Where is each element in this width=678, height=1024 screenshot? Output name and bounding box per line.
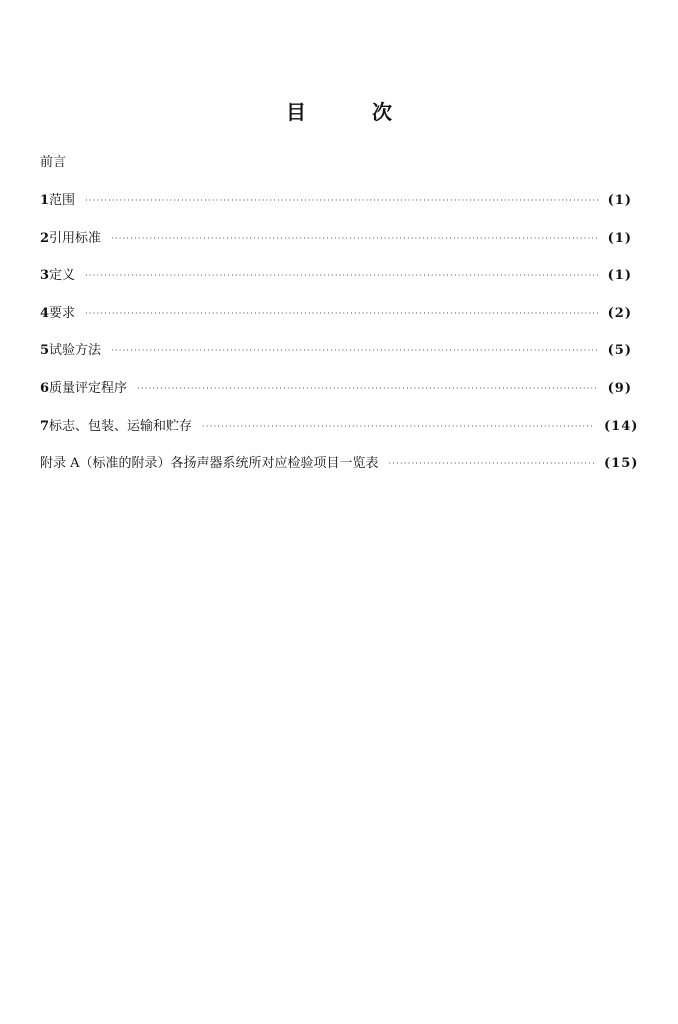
toc-entry-label: 引用标准 [49,230,102,246]
toc-entry-number: 6 [40,380,50,396]
table-of-contents [40,154,639,493]
toc-entry-7[interactable] [40,418,639,456]
toc-entry-label: 范围 [49,193,76,208]
toc-entry-page: (1) [607,193,632,208]
dot-leader [85,305,598,323]
toc-entry-label: 要求 [49,305,76,321]
dot-leader [202,418,594,436]
toc-entry-3[interactable] [40,267,632,305]
toc-entry-label: 质量评定程序 [49,380,128,396]
toc-preface[interactable] [40,154,632,192]
toc-entry-5[interactable] [40,342,632,380]
dot-leader [137,380,598,398]
toc-entry-1[interactable] [40,192,632,230]
toc-entry-page: (9) [607,380,632,396]
toc-entry-label: 标志、包装、运输和贮存 [49,418,193,434]
toc-entry-2[interactable] [40,230,632,268]
toc-appendix-label: 附录 A（标准的附录）各扬声器系统所对应检验项目一览表 [40,456,379,472]
toc-preface-label: 前言 [40,155,67,170]
toc-entry-number: 3 [40,268,50,284]
toc-entry-page: (1) [607,268,632,284]
dot-leader [85,267,598,285]
toc-entry-6[interactable] [40,380,632,418]
dot-leader [389,455,594,473]
toc-entry-label: 定义 [49,268,76,284]
toc-entry-number: 5 [40,343,50,359]
toc-entry-number: 7 [40,418,50,434]
toc-entry-label: 试验方法 [49,343,102,359]
toc-title-char-1: 目 [286,100,306,124]
dot-leader [85,192,598,210]
dot-leader [111,230,598,248]
toc-appendix-page: (15) [604,456,639,472]
toc-entry-4[interactable] [40,305,632,343]
toc-appendix-a[interactable] [40,455,639,493]
toc-entry-number: 4 [40,305,50,321]
toc-entry-page: (14) [604,418,639,434]
toc-entry-page: (1) [607,230,632,246]
toc-entry-page: (2) [607,305,632,321]
toc-entry-number: 1 [40,193,50,208]
dot-leader [111,342,598,360]
toc-title-char-2: 次 [372,100,392,124]
toc-entry-number: 2 [40,230,50,246]
toc-title [0,96,678,125]
toc-entry-page: (5) [607,343,632,359]
